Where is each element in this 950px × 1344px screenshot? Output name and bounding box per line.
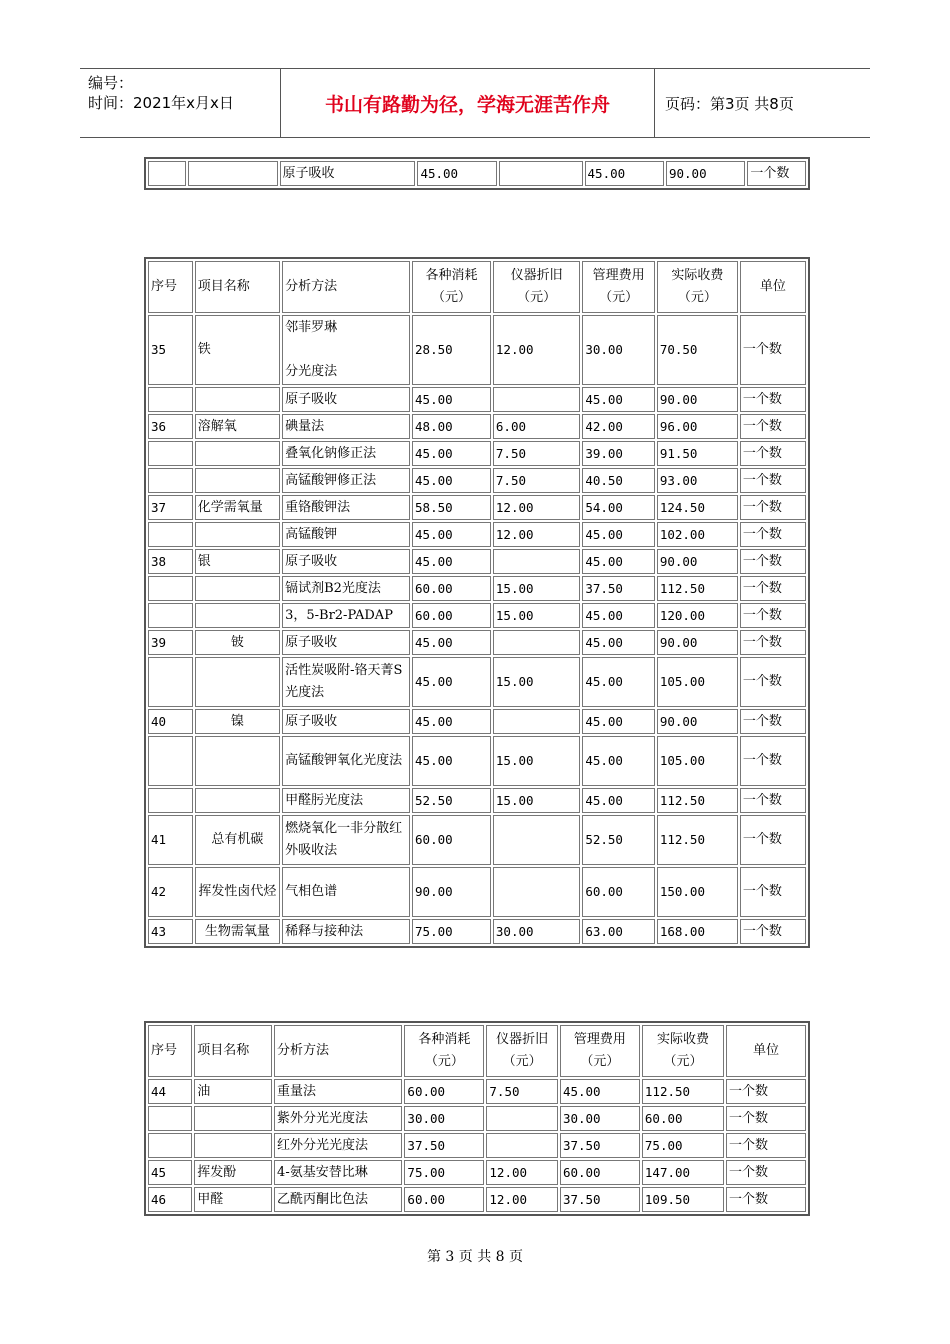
table-header-row <box>148 1025 806 1077</box>
item-name-cell: 银 <box>195 549 280 574</box>
fee-table-2 <box>144 1021 810 1216</box>
actual-fee-cell: 90.00 <box>657 387 738 412</box>
actual-fee-cell: 90.00 <box>657 549 738 574</box>
table-row <box>148 919 806 944</box>
column-header: 分析方法 <box>282 261 410 313</box>
depreciation-cell: 6.00 <box>493 414 580 439</box>
header-meta <box>80 69 281 137</box>
seq-cell <box>148 736 193 786</box>
management-fee-cell: 45.00 <box>582 522 655 547</box>
seq-cell: 44 <box>148 1079 192 1104</box>
table-header-row <box>148 261 806 313</box>
actual-fee-cell: 96.00 <box>657 414 738 439</box>
actual-fee-cell: 120.00 <box>657 603 738 628</box>
management-fee-cell: 39.00 <box>582 441 655 466</box>
method-cell: 重量法 <box>274 1079 402 1104</box>
seq-cell <box>148 576 193 601</box>
depreciation-cell: 12.00 <box>493 315 580 385</box>
depreciation-cell: 15.00 <box>493 736 580 786</box>
table-row <box>148 1133 806 1158</box>
method-cell: 原子吸收 <box>282 630 410 655</box>
table-row <box>148 788 806 813</box>
unit-cell: 一个数 <box>740 867 806 917</box>
actual-fee-cell: 124.50 <box>657 495 738 520</box>
unit-cell: 一个数 <box>740 576 806 601</box>
seq-cell: 38 <box>148 549 193 574</box>
item-name-cell: 挥发酚 <box>194 1160 272 1185</box>
seq-cell: 36 <box>148 414 193 439</box>
item-name-cell: 化学需氧量 <box>195 495 280 520</box>
unit-cell: 一个数 <box>740 815 806 865</box>
column-header: 序号 <box>148 1025 192 1077</box>
consumable-cost-cell: 45.00 <box>412 630 491 655</box>
management-fee-cell: 63.00 <box>582 919 655 944</box>
seq-cell <box>148 522 193 547</box>
table-row <box>148 387 806 412</box>
item-name-cell: 铍 <box>195 630 280 655</box>
depreciation-cell <box>486 1133 558 1158</box>
actual-fee-cell: 102.00 <box>657 522 738 547</box>
consumable-cost-cell: 45.00 <box>412 549 491 574</box>
unit-cell: 一个数 <box>740 919 806 944</box>
consumable-cost-cell: 28.50 <box>412 315 491 385</box>
actual-fee-cell: 93.00 <box>657 468 738 493</box>
management-fee-cell: 40.50 <box>582 468 655 493</box>
column-header: 各种消耗 （元） <box>412 261 491 313</box>
item-name-cell <box>194 1133 272 1158</box>
item-name-cell <box>194 1106 272 1131</box>
table-row <box>148 161 806 186</box>
column-header: 仪器折旧 （元） <box>493 261 580 313</box>
consumable-cost-cell: 45.00 <box>412 441 491 466</box>
table-row <box>148 709 806 734</box>
consumable-cost-cell: 60.00 <box>404 1187 484 1212</box>
depreciation-cell: 15.00 <box>493 603 580 628</box>
depreciation-cell <box>493 867 580 917</box>
method-cell: 原子吸收 <box>282 549 410 574</box>
seq-cell <box>148 1133 192 1158</box>
item-name-cell: 溶解氧 <box>195 414 280 439</box>
management-fee-cell: 30.00 <box>582 315 655 385</box>
unit-cell: 一个数 <box>726 1106 806 1131</box>
consumable-cost-cell: 58.50 <box>412 495 491 520</box>
seq-cell: 42 <box>148 867 193 917</box>
management-fee-cell: 45.00 <box>582 549 655 574</box>
unit-cell: 一个数 <box>726 1133 806 1158</box>
unit-cell: 一个数 <box>740 603 806 628</box>
method-cell: 叠氧化钠修正法 <box>282 441 410 466</box>
unit-cell: 一个数 <box>740 387 806 412</box>
table-row <box>148 576 806 601</box>
item-name-cell <box>195 736 280 786</box>
unit-cell: 一个数 <box>740 495 806 520</box>
seq-cell <box>148 468 193 493</box>
method-cell: 高锰酸钾修正法 <box>282 468 410 493</box>
depreciation-cell: 7.50 <box>493 468 580 493</box>
depreciation-cell: 7.50 <box>493 441 580 466</box>
actual-fee-cell: 109.50 <box>642 1187 724 1212</box>
management-fee-cell: 52.50 <box>582 815 655 865</box>
actual-fee-cell: 91.50 <box>657 441 738 466</box>
consumable-cost-cell: 52.50 <box>412 788 491 813</box>
column-header: 管理费用 （元） <box>582 261 655 313</box>
table-row <box>148 315 806 385</box>
consumable-cost-cell: 45.00 <box>412 522 491 547</box>
column-header: 各种消耗 （元） <box>404 1025 484 1077</box>
consumable-cost-cell: 45.00 <box>412 468 491 493</box>
item-name-cell: 油 <box>194 1079 272 1104</box>
table-row <box>148 736 806 786</box>
motto: 书山有路勤为径，学海无涯苦作舟 <box>281 69 655 137</box>
consumable-cost-cell: 60.00 <box>404 1079 484 1104</box>
method-cell: 4-氨基安替比琳 <box>274 1160 402 1185</box>
page-footer: 第 3 页 共 8 页 <box>426 1249 524 1265</box>
consumable-cost-cell: 37.50 <box>404 1133 484 1158</box>
management-fee-cell: 45.00 <box>582 603 655 628</box>
depreciation-cell: 12.00 <box>493 495 580 520</box>
unit-cell: 一个数 <box>740 630 806 655</box>
unit-cell: 一个数 <box>740 315 806 385</box>
depreciation-cell <box>493 549 580 574</box>
item-name-cell <box>195 522 280 547</box>
unit-cell: 一个数 <box>726 1160 806 1185</box>
method-cell: 原子吸收 <box>282 387 410 412</box>
depreciation-cell <box>493 815 580 865</box>
code-label: 编号： <box>88 74 134 92</box>
method-cell: 邻菲罗琳 分光度法 <box>282 315 410 385</box>
table-row <box>148 1106 806 1131</box>
consumable-cost-cell: 45.00 <box>412 387 491 412</box>
actual-fee-cell: 150.00 <box>657 867 738 917</box>
unit-cell: 一个数 <box>726 1187 806 1212</box>
depreciation-cell: 12.00 <box>486 1160 558 1185</box>
management-fee-cell: 30.00 <box>560 1106 640 1131</box>
method-cell: 原子吸收 <box>282 709 410 734</box>
column-header: 管理费用 （元） <box>560 1025 640 1077</box>
unit-cell: 一个数 <box>740 657 806 707</box>
seq-cell: 43 <box>148 919 193 944</box>
column-header: 项目名称 <box>195 261 280 313</box>
column-header: 实际收费 （元） <box>642 1025 724 1077</box>
actual-fee-cell: 112.50 <box>657 576 738 601</box>
item-name-cell <box>195 576 280 601</box>
consumable-cost-cell: 45.00 <box>412 736 491 786</box>
seq-cell <box>148 161 186 186</box>
table-row <box>148 867 806 917</box>
page-header <box>80 68 870 138</box>
method-cell: 乙酰丙酮比色法 <box>274 1187 402 1212</box>
management-fee-cell: 45.00 <box>582 736 655 786</box>
seq-cell: 46 <box>148 1187 192 1212</box>
consumable-cost-cell: 75.00 <box>404 1160 484 1185</box>
management-fee-cell: 45.00 <box>560 1079 640 1104</box>
consumable-cost-cell: 45.00 <box>417 161 496 186</box>
method-cell: 红外分光光度法 <box>274 1133 402 1158</box>
actual-fee-cell: 90.00 <box>657 709 738 734</box>
seq-cell <box>148 603 193 628</box>
depreciation-cell: 7.50 <box>486 1079 558 1104</box>
depreciation-cell: 12.00 <box>493 522 580 547</box>
table-row <box>148 630 806 655</box>
item-name-cell: 甲醛 <box>194 1187 272 1212</box>
depreciation-cell <box>486 1106 558 1131</box>
column-header: 项目名称 <box>194 1025 272 1077</box>
table-row <box>148 495 806 520</box>
consumable-cost-cell: 75.00 <box>412 919 491 944</box>
consumable-cost-cell: 60.00 <box>412 576 491 601</box>
management-fee-cell: 37.50 <box>582 576 655 601</box>
item-name-cell <box>195 657 280 707</box>
table-continuation <box>144 157 810 190</box>
table-row <box>148 815 806 865</box>
time-label: 时间：2021年x月x日 <box>88 94 234 112</box>
actual-fee-cell: 90.00 <box>657 630 738 655</box>
column-header: 实际收费 （元） <box>657 261 738 313</box>
management-fee-cell: 60.00 <box>582 867 655 917</box>
method-cell: 重铬酸钾法 <box>282 495 410 520</box>
item-name-cell: 镍 <box>195 709 280 734</box>
actual-fee-cell: 105.00 <box>657 736 738 786</box>
actual-fee-cell: 168.00 <box>657 919 738 944</box>
depreciation-cell <box>493 387 580 412</box>
method-cell: 甲醛肟光度法 <box>282 788 410 813</box>
method-cell: 紫外分光光度法 <box>274 1106 402 1131</box>
management-fee-cell: 45.00 <box>582 630 655 655</box>
seq-cell <box>148 1106 192 1131</box>
actual-fee-cell: 105.00 <box>657 657 738 707</box>
depreciation-cell: 30.00 <box>493 919 580 944</box>
actual-fee-cell: 75.00 <box>642 1133 724 1158</box>
seq-cell: 41 <box>148 815 193 865</box>
method-cell: 镉试剂B2光度法 <box>282 576 410 601</box>
depreciation-cell: 15.00 <box>493 576 580 601</box>
column-header: 单位 <box>740 261 806 313</box>
item-name-cell <box>195 441 280 466</box>
unit-cell: 一个数 <box>740 468 806 493</box>
management-fee-cell: 45.00 <box>582 709 655 734</box>
table-row <box>148 441 806 466</box>
item-name-cell: 铁 <box>195 315 280 385</box>
management-fee-cell: 45.00 <box>582 788 655 813</box>
method-cell: 碘量法 <box>282 414 410 439</box>
consumable-cost-cell: 60.00 <box>412 603 491 628</box>
method-cell: 气相色谱 <box>282 867 410 917</box>
management-fee-cell: 45.00 <box>582 387 655 412</box>
item-name-cell <box>195 387 280 412</box>
seq-cell: 39 <box>148 630 193 655</box>
method-cell: 燃烧氧化一非分散红外吸收法 <box>282 815 410 865</box>
method-cell: 原子吸收 <box>280 161 416 186</box>
item-name-cell: 挥发性卤代烃 <box>195 867 280 917</box>
depreciation-cell <box>499 161 583 186</box>
management-fee-cell: 45.00 <box>585 161 664 186</box>
actual-fee-cell: 147.00 <box>642 1160 724 1185</box>
unit-cell: 一个数 <box>740 522 806 547</box>
unit-cell: 一个数 <box>740 788 806 813</box>
table-row <box>148 522 806 547</box>
seq-cell: 35 <box>148 315 193 385</box>
unit-cell: 一个数 <box>740 414 806 439</box>
item-name-cell <box>195 468 280 493</box>
table-row <box>148 657 806 707</box>
column-header: 单位 <box>726 1025 806 1077</box>
seq-cell <box>148 788 193 813</box>
management-fee-cell: 37.50 <box>560 1187 640 1212</box>
depreciation-cell: 15.00 <box>493 657 580 707</box>
item-name-cell: 生物需氧量 <box>195 919 280 944</box>
management-fee-cell: 37.50 <box>560 1133 640 1158</box>
actual-fee-cell: 112.50 <box>657 815 738 865</box>
seq-cell: 40 <box>148 709 193 734</box>
method-cell: 3，5-Br2-PADAP <box>282 603 410 628</box>
method-cell: 活性炭吸附-铬天菁S光度法 <box>282 657 410 707</box>
depreciation-cell <box>493 709 580 734</box>
depreciation-cell: 15.00 <box>493 788 580 813</box>
consumable-cost-cell: 45.00 <box>412 657 491 707</box>
column-header: 序号 <box>148 261 193 313</box>
consumable-cost-cell: 60.00 <box>412 815 491 865</box>
column-header: 仪器折旧 （元） <box>486 1025 558 1077</box>
table-row <box>148 603 806 628</box>
table-row <box>148 468 806 493</box>
actual-fee-cell: 90.00 <box>666 161 745 186</box>
management-fee-cell: 45.00 <box>582 657 655 707</box>
seq-cell <box>148 441 193 466</box>
unit-cell: 一个数 <box>740 709 806 734</box>
item-name-cell: 总有机碳 <box>195 815 280 865</box>
item-name-cell <box>195 788 280 813</box>
table-row <box>148 1160 806 1185</box>
management-fee-cell: 42.00 <box>582 414 655 439</box>
table-row <box>148 414 806 439</box>
table-row <box>148 1079 806 1104</box>
consumable-cost-cell: 30.00 <box>404 1106 484 1131</box>
actual-fee-cell: 112.50 <box>657 788 738 813</box>
unit-cell: 一个数 <box>740 441 806 466</box>
seq-cell <box>148 387 193 412</box>
unit-cell: 一个数 <box>740 549 806 574</box>
method-cell: 稀释与接种法 <box>282 919 410 944</box>
seq-cell <box>148 657 193 707</box>
table-row <box>148 549 806 574</box>
seq-cell: 37 <box>148 495 193 520</box>
seq-cell: 45 <box>148 1160 192 1185</box>
fee-table-1 <box>144 257 810 948</box>
depreciation-cell <box>493 630 580 655</box>
actual-fee-cell: 70.50 <box>657 315 738 385</box>
management-fee-cell: 54.00 <box>582 495 655 520</box>
depreciation-cell: 12.00 <box>486 1187 558 1212</box>
method-cell: 高锰酸钾 <box>282 522 410 547</box>
consumable-cost-cell: 48.00 <box>412 414 491 439</box>
consumable-cost-cell: 45.00 <box>412 709 491 734</box>
unit-cell: 一个数 <box>747 161 806 186</box>
consumable-cost-cell: 90.00 <box>412 867 491 917</box>
method-cell: 高锰酸钾氧化光度法 <box>282 736 410 786</box>
item-name-cell <box>195 603 280 628</box>
column-header: 分析方法 <box>274 1025 402 1077</box>
unit-cell: 一个数 <box>740 736 806 786</box>
item-name-cell <box>188 161 278 186</box>
unit-cell: 一个数 <box>726 1079 806 1104</box>
page-info: 页码：第3页 共8页 <box>665 94 794 113</box>
actual-fee-cell: 60.00 <box>642 1106 724 1131</box>
table-row <box>148 1187 806 1212</box>
management-fee-cell: 60.00 <box>560 1160 640 1185</box>
actual-fee-cell: 112.50 <box>642 1079 724 1104</box>
